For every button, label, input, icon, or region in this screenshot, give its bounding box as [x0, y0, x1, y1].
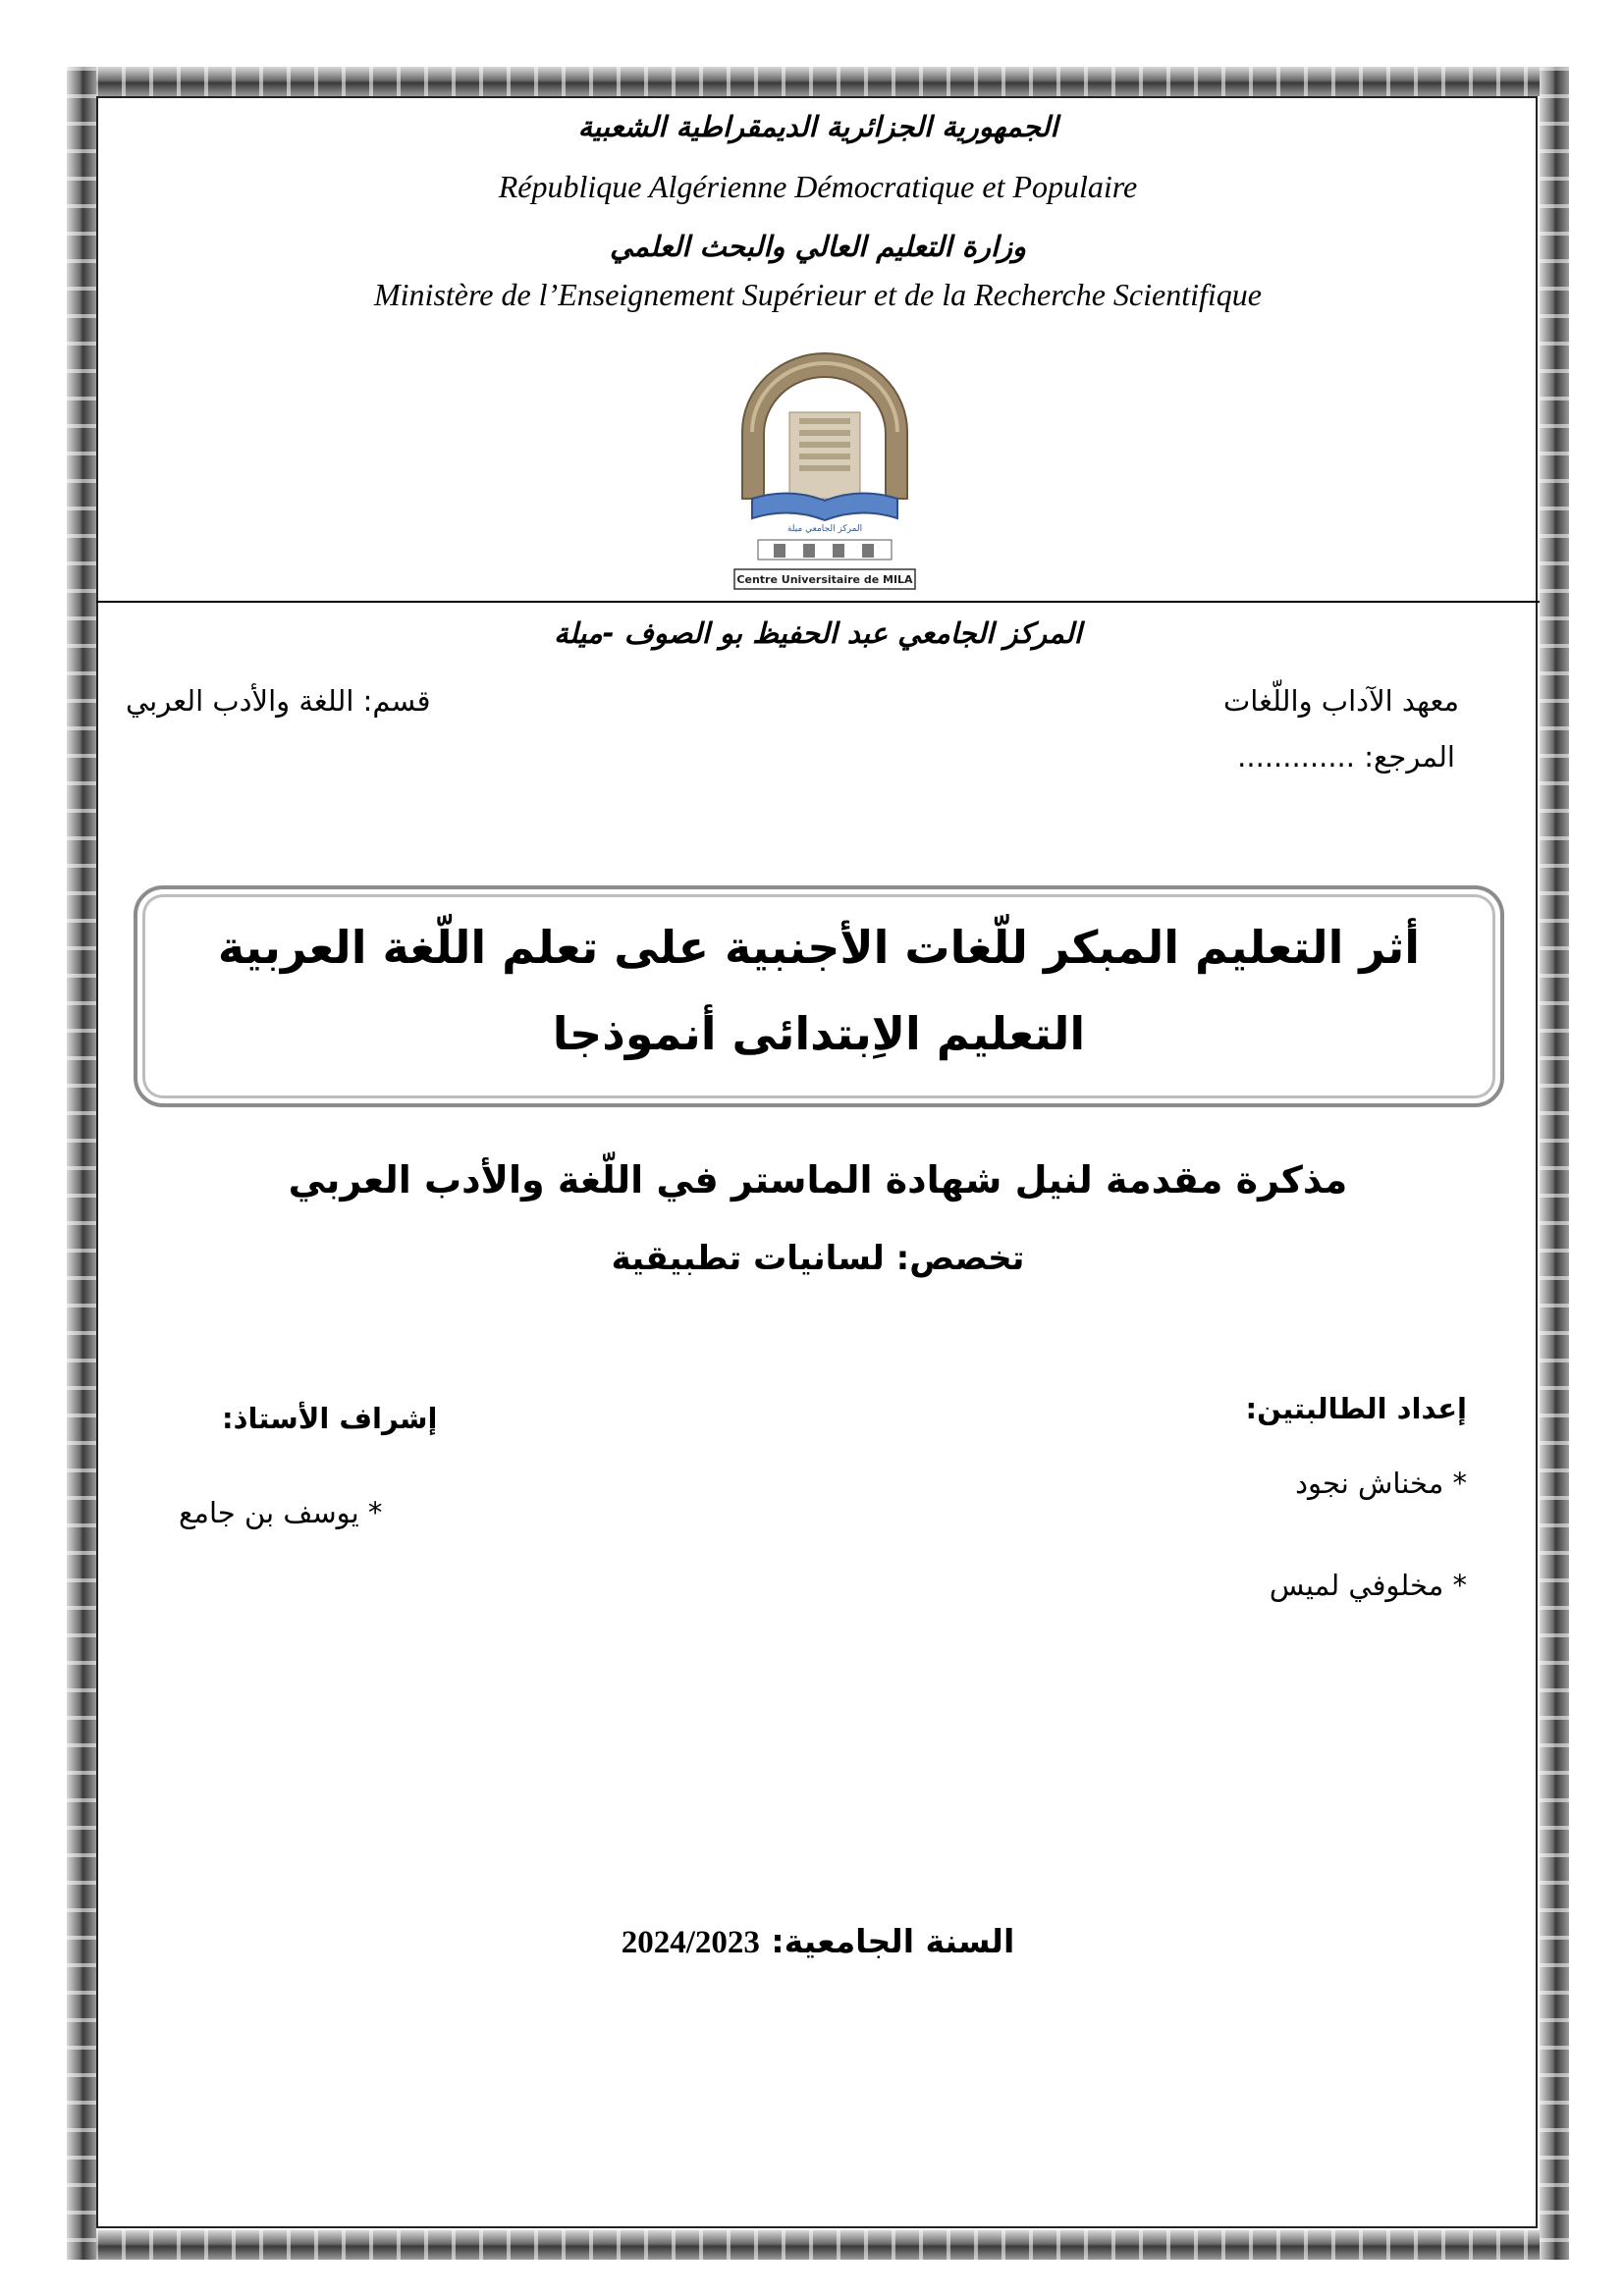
ministry-arabic: وزارة التعليم العالي والبحث العلمي [610, 230, 1026, 263]
memo-statement: مذكرة مقدمة لنيل شهادة الماستر في اللّغة والأدب العربي [288, 1158, 1348, 1201]
reference-label: المرجع: ............. [1237, 740, 1455, 774]
academic-year [98, 1922, 1538, 1961]
republic-arabic: الجمهورية الجزائرية الديمقراطية الشعبية [577, 110, 1058, 143]
department-label: قسم: اللغة والأدب العربي [126, 684, 431, 718]
center-name: المركز الجامعي عبد الحفيظ بو الصوف -ميلة [554, 616, 1082, 650]
header-divider [96, 601, 1540, 603]
republic-french: République Algérienne Démocratique et Populaire [498, 169, 1138, 204]
ministry-french: Ministère de l’Enseignement Supérieur et de la Recherche Scientifique [374, 277, 1262, 312]
specialty: تخصص: لسانيات تطبيقية [611, 1239, 1025, 1278]
frame-border-left [67, 67, 96, 2260]
frame-border-right [1540, 67, 1569, 2260]
academic-year-value: 2024/2023 [621, 1925, 760, 1960]
frame-border-bottom [67, 2230, 1569, 2260]
institute-label: معهد الآداب واللّغات [1222, 684, 1459, 718]
thesis-title-line1: أثر التعليم المبكر للّغات الأجنبية على تعلم اللّغة العربية [217, 921, 1421, 974]
student-name-2: * مخلوفي لميس [1269, 1569, 1467, 1602]
student-name-1: * مخناش نجود [1295, 1467, 1467, 1500]
thesis-title-line2: التعليم الاِبتدائى أنموذجا [552, 1007, 1086, 1060]
academic-year-label: السنة الجامعية: [771, 1922, 1015, 1960]
logo-caption: Centre Universitaire de MILA [736, 573, 913, 586]
university-logo [731, 351, 919, 593]
supervisor-label: إشراف الأستاذ: [222, 1402, 438, 1435]
frame-border-top [67, 67, 1569, 96]
logo-banner-text: المركز الجامعي ميلة [786, 524, 863, 534]
thesis-title-box [134, 885, 1504, 1107]
supervisor-name: * يوسف بن جامع [179, 1496, 383, 1529]
students-label: إعداد الطالبتين: [1245, 1392, 1467, 1425]
